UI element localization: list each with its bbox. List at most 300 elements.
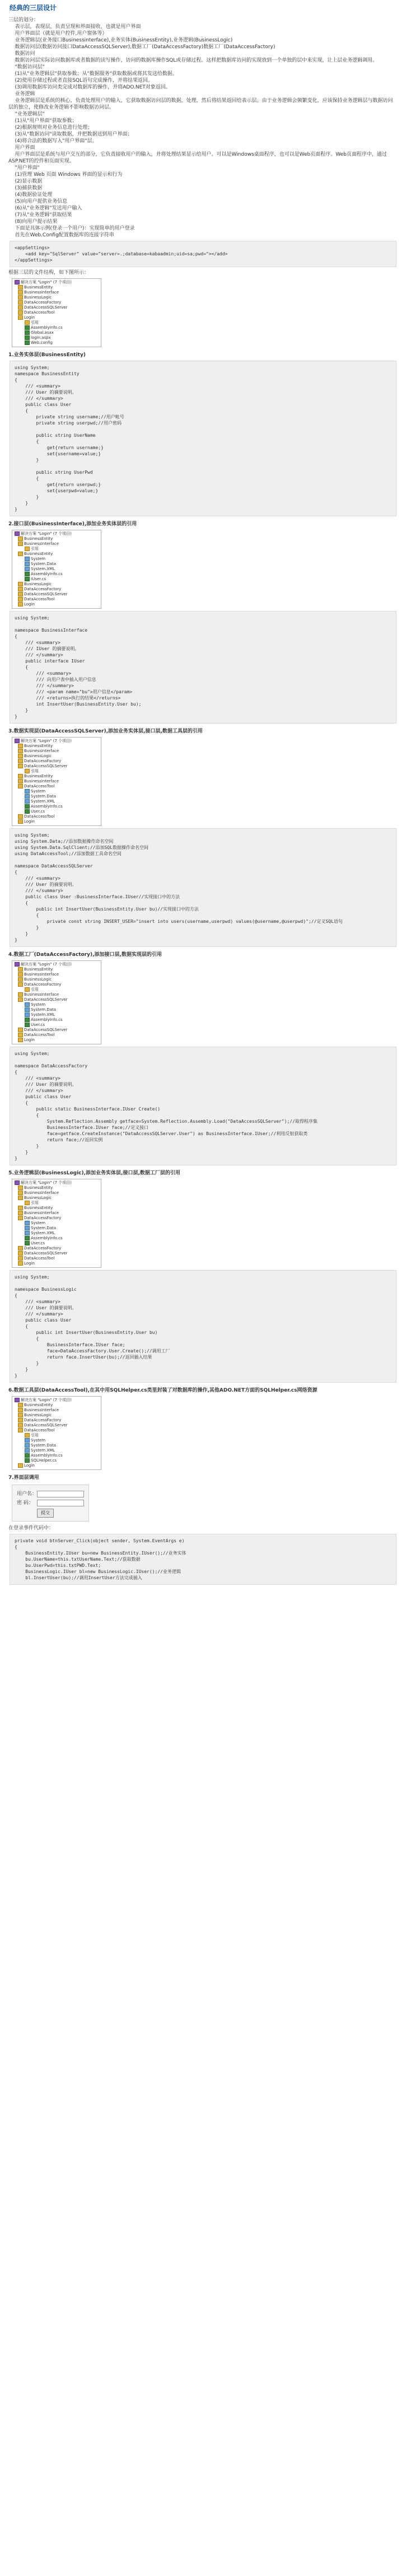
tree-node-icon: [25, 1002, 30, 1007]
tree-node[interactable]: [15, 315, 99, 320]
tree-node-icon: [18, 1211, 23, 1215]
tree-node-label: DataAccessTool: [24, 310, 55, 315]
section-3-heading: 3.数据实现层(DataAccessSQLServer),添加业务实体层,接口层,数据工具层的引用: [8, 729, 203, 734]
tree-node-icon: [18, 1418, 23, 1422]
tree-node[interactable]: [15, 814, 99, 819]
tree-node[interactable]: [15, 794, 99, 799]
tree-node-label: System.Data: [31, 562, 57, 566]
tree-node-icon: [18, 977, 23, 982]
tree-node[interactable]: [15, 759, 99, 764]
tree-node-icon: [25, 1226, 30, 1230]
tree-node-icon: [18, 1028, 23, 1032]
tree-node-icon: [25, 577, 30, 581]
tree-node[interactable]: [15, 1256, 99, 1261]
tree-node[interactable]: [15, 536, 99, 542]
intro-line: 首先在Web.Config配置数据库的连接字符串: [8, 232, 114, 238]
tree-node-icon: [25, 1241, 30, 1245]
intro-line: (6)从"业务逻辑"发送用户输入: [8, 206, 82, 211]
tree-node-label: 引用: [31, 769, 39, 773]
intro-line: 业务逻辑: [8, 91, 35, 97]
login-form-preview: [12, 1485, 89, 1522]
tree-node-label: 解决方案 "Login" (7 个项目): [21, 962, 72, 967]
tree-node-label: User.cs: [31, 809, 45, 814]
tree-node[interactable]: [15, 819, 99, 824]
tree-node[interactable]: [15, 1226, 99, 1231]
tree-node-icon: [15, 739, 20, 743]
section-2-heading: 2.接口层(BusinessInterface),添加业务实体层的引用: [8, 521, 137, 527]
tree-node[interactable]: [15, 1186, 99, 1191]
tree-node[interactable]: [15, 340, 99, 346]
tree-node-label: BusinessEntity: [24, 285, 53, 290]
tree-node-icon: [25, 1023, 30, 1027]
tree-node[interactable]: [15, 1418, 99, 1423]
tree-node-icon: [25, 794, 30, 799]
tree-node-label: DataAccessTool: [24, 597, 55, 601]
tree-node-label: DataAccessTool: [24, 1033, 55, 1037]
code-block-2: using System; namespace BusinessInterface { /// <summary> /// IUser 的摘要说明。 /// </summary> public interface IUser { /// <summary> /// 向用户表中插入用户信息 /// </summary> /// <param name="bu">用户信息</param> /// <returns>执行的结果</returns> int InsertUser(BusinessEntity.User bu); } }: [10, 611, 396, 724]
intro-line: (2)显示数据: [8, 179, 43, 184]
tree-node-icon: [18, 982, 23, 987]
tree-node-label: System.XML: [31, 1012, 55, 1017]
tree-node[interactable]: [15, 1448, 99, 1453]
tree-node[interactable]: [15, 1433, 99, 1438]
tree-node-label: DataAccessTool: [24, 1428, 55, 1432]
tree-node-icon: [25, 1433, 30, 1438]
tree-node-icon: [15, 1398, 20, 1402]
tree-node[interactable]: [15, 769, 99, 774]
code-block-4: using System; namespace DataAccessFactory { /// <summary> /// User 的摘要说明。 /// </summary> public class User { public static BusinessInterface.IUser Create() { System.Reflection.Assembly getface=System.Reflection.Assembly.Load("DataAccessSQLServer");//取得程序集 BusinessInterface.IUser face;//定义接口 face=getface.CreateInstance("DataAccessSQLServer.User") as BusinessInterface.IUser;//利用反射获取类 return face;//返回实例 } } }: [10, 1047, 396, 1165]
tree-node-icon: [25, 1007, 30, 1012]
tree-node[interactable]: [15, 754, 99, 759]
tree-node-icon: [18, 1186, 23, 1190]
section-7-heading: 7.界面层调用: [8, 1475, 39, 1481]
solution-tree-6: [12, 1396, 101, 1470]
intro-line: (7)从"业务逻辑"获取结果: [8, 212, 72, 218]
tree-node-icon: [25, 567, 30, 571]
tree-node-icon: [15, 1180, 20, 1185]
tree-node-icon: [18, 587, 23, 591]
tree-node-label: DataAccessSQLServer: [24, 1251, 68, 1256]
code-block-5: using System; namespace BusinessLogic { /// <summary> /// User 的摘要说明。 /// </summary> public class User { public int InsertUser(BusinessEntity.User bu) { BusinessInterface.IUser face; face=DataAccessFactory.User.Create();//调用工厂 return face.InsertUser(bu);//返回插入结果 } } }: [10, 1270, 396, 1383]
intro-line: 下面是具体示例(登录一个用户)：实现简单的用户登录: [8, 226, 135, 231]
tree-node[interactable]: [15, 809, 99, 814]
tree-node-label: BusinessInterface: [24, 290, 59, 295]
tree-node-label: Web.config: [31, 340, 53, 345]
tree-node[interactable]: [15, 1241, 99, 1246]
tree-node-label: 引用: [31, 1433, 39, 1438]
tree-node[interactable]: [15, 1251, 99, 1256]
tree-node-icon: [18, 1428, 23, 1432]
tree-node[interactable]: [15, 967, 99, 972]
tree-node-icon: [25, 789, 30, 794]
tree-node[interactable]: [15, 1180, 99, 1186]
tree-node[interactable]: [15, 1018, 99, 1023]
tree-node[interactable]: [15, 300, 99, 305]
tree-node-label: BusinessEntity: [24, 744, 53, 748]
intro-line: 数据访问: [8, 51, 35, 57]
tree-node-label: 引用: [31, 1201, 39, 1205]
tree-node-label: AssemblyInfo.cs: [31, 1236, 63, 1240]
tree-node[interactable]: [15, 749, 99, 754]
tree-node[interactable]: [15, 602, 99, 607]
tree-node-icon: [18, 1038, 23, 1042]
username-label: 用户名：: [17, 1491, 38, 1497]
tree-node[interactable]: [15, 592, 99, 597]
tree-node-icon: [18, 315, 23, 320]
tree-node-icon: [25, 547, 30, 551]
tree-node[interactable]: [15, 1413, 99, 1418]
tree-node[interactable]: [15, 1423, 99, 1428]
tree-node-icon: [18, 1191, 23, 1195]
tree-node-label: BusinessEntity: [24, 536, 53, 541]
intro-line: (1)从"业务逻辑层"获取参数；从"数据服务"获取数据或将其发送给数据。: [8, 71, 178, 77]
tree-node[interactable]: [15, 552, 99, 557]
tree-node-icon: [18, 536, 23, 541]
tree-node-label: BusinessEntity: [24, 967, 53, 972]
tree-node[interactable]: [15, 1196, 99, 1201]
tree-node[interactable]: [15, 587, 99, 592]
tree-node[interactable]: [15, 577, 99, 582]
tree-node-label: System.Data: [31, 1007, 57, 1012]
tree-node-icon: [18, 290, 23, 295]
username-input[interactable]: [37, 1491, 84, 1497]
tree-node[interactable]: [15, 335, 99, 340]
solution-tree-3: [12, 737, 101, 826]
tree-node[interactable]: [15, 1033, 99, 1038]
tree-node[interactable]: [15, 1458, 99, 1463]
tree-node-label: 解决方案 "Login" (7 个项目): [21, 280, 72, 284]
tree-node[interactable]: [15, 1398, 99, 1403]
intro-line: 数据访问层(数据访问接口DataAccessSQLServer),数据工厂(DataAccessFactory)数据工厂(DataAccessFactory): [8, 44, 276, 50]
tree-node[interactable]: [15, 1261, 99, 1266]
tree-node-icon: [25, 572, 30, 576]
tree-node-label: DataAccessSQLServer: [24, 1423, 68, 1427]
tree-node-label: DataAccessSQLServer: [24, 592, 68, 596]
tree-node-icon: [25, 1236, 30, 1240]
section-6-heading: 6.数据工具层(DataAccessTool),在其中用SQLHelper.cs类里封装了对数据库的操作,其他ADO.NET方面的SQLHelper.cs网络资源: [8, 1388, 318, 1393]
tree-node[interactable]: [15, 1038, 99, 1043]
tree-node-label: System.XML: [31, 1231, 55, 1235]
tree-node-icon: [25, 1448, 30, 1453]
tree-node[interactable]: [15, 1408, 99, 1413]
tree-node-label: BusinessInterface: [24, 779, 59, 783]
tree-node-icon: [18, 997, 23, 1002]
intro-line: 用户界面层是系统与用户交互的部分，它负责接收用户的输入，并将处理结果显示给用户。可以是Windows桌面程序，也可以是Web页面程序。Web页面程序中，通过ASP.NET的控件和页面实现。: [8, 152, 387, 164]
page: [4, 0, 402, 1585]
solution-tree-2: [12, 530, 101, 609]
intro-line: (3)捕获数据: [8, 185, 43, 191]
tree-node-label: BusinessInterface: [24, 972, 59, 977]
tree-node[interactable]: [15, 982, 99, 987]
tree-node-label: BusinessEntity: [24, 552, 53, 556]
tree-node-label: System.Data: [31, 1226, 57, 1230]
section-5-heading: 5.业务逻辑层(BusinessLogic),添加业务实体层,接口层,数据工厂层的引用: [8, 1170, 180, 1176]
tree-node[interactable]: [15, 1216, 99, 1221]
intro-line: 表示层，表现层，负责呈现和界面接收，也就是用户界面: [8, 24, 141, 30]
tree-node[interactable]: [15, 987, 99, 992]
intro-line: "业务逻辑层": [8, 111, 45, 117]
tree-node-icon: [18, 749, 23, 753]
tree-node[interactable]: [15, 330, 99, 335]
solution-caption: 根据三层的文件结构，如下图所示：: [8, 270, 90, 276]
article-title[interactable]: 经典的三层设计: [10, 4, 57, 12]
login-caption: 在登录事件代码中：: [8, 1525, 54, 1531]
tree-node-label: AssemblyInfo.cs: [31, 572, 63, 576]
tree-node[interactable]: [15, 744, 99, 749]
tree-node-icon: [25, 809, 30, 814]
tree-node[interactable]: [15, 1201, 99, 1206]
tree-node-icon: [18, 754, 23, 758]
intro-line: (5)向用户提供业务信息: [8, 199, 68, 204]
tree-node-icon: [18, 784, 23, 788]
tree-node-label: System.XML: [31, 1448, 55, 1453]
tree-node-label: Login: [24, 1038, 35, 1042]
tree-node[interactable]: [15, 290, 99, 295]
tree-node-label: System: [31, 1438, 46, 1443]
tree-node-label: BusinessLogic: [24, 582, 52, 586]
tree-node-label: BusinessEntity: [24, 1206, 53, 1210]
tree-node-label: System.XML: [31, 567, 55, 571]
intro-line: 用户界面层（就是用户控件,用户窗体等）: [8, 31, 108, 36]
tree-node-icon: [25, 1221, 30, 1225]
tree-node-label: DataAccessFactory: [24, 982, 62, 987]
tree-node-label: DataAccessTool: [24, 1256, 55, 1261]
intro-line: (1)从"用户界面"获取参数；: [8, 118, 77, 124]
tree-node-icon: [18, 305, 23, 310]
tree-node[interactable]: [15, 280, 99, 285]
tree-node-icon: [18, 310, 23, 315]
tree-node-icon: [18, 1423, 23, 1427]
tree-node[interactable]: [15, 320, 99, 325]
tree-node[interactable]: [15, 774, 99, 779]
tree-node[interactable]: [15, 1007, 99, 1012]
section-4-heading: 4.数据工厂(DataAccessFactory),添加接口层,数据实现层的引用: [8, 952, 162, 958]
tree-node[interactable]: [15, 547, 99, 552]
tree-node[interactable]: [15, 1012, 99, 1018]
tree-node-icon: [18, 582, 23, 586]
tree-node[interactable]: [15, 325, 99, 330]
tree-node[interactable]: [15, 799, 99, 804]
tree-node-icon: [18, 759, 23, 763]
tree-node-icon: [18, 1216, 23, 1220]
code-block-3: using System; using System.Data;//添加数据操作命名空间 using System.Data.SqlClient;//添加SQL数据操作命名空间 using DataAccessTool;//添加数据工具命名空间 namespace DataAccessSQLServer { /// <summary> /// User 的摘要说明。 /// </summary> public class User :BusinessInterface.IUser//实现接口中的方法 { public int InsertUser(BusinessEntity.User bu)//实现接口中的方法 { private const string INSERT_USER="insert into users(username,userpwd) values(@username,@userpwd)";//定义SQL语句 } } }: [10, 828, 396, 947]
tree-node-icon: [18, 1463, 23, 1468]
intro-line: (1)管理 Web 页面 Windows 界面的显示和行为: [8, 172, 123, 178]
tree-node-icon: [18, 285, 23, 290]
tree-node-icon: [18, 1408, 23, 1412]
tree-node-icon: [15, 962, 20, 967]
tree-node-label: 解决方案 "Login" (7 个项目): [21, 739, 72, 743]
tree-node[interactable]: [15, 1236, 99, 1241]
tree-node-icon: [25, 1012, 30, 1017]
tree-node-icon: [25, 320, 30, 325]
tree-node[interactable]: [15, 597, 99, 602]
tree-node-label: DataAccessFactory: [24, 759, 62, 763]
tree-node-label: System.XML: [31, 799, 55, 804]
tree-node-icon: [18, 744, 23, 748]
tree-node-label: DataAccessFactory: [24, 1246, 62, 1250]
intro-line: (3)从"数据访问"读取数据，并把数据送到用户界面；: [8, 132, 133, 137]
tree-node[interactable]: [15, 1028, 99, 1033]
tree-node[interactable]: [15, 562, 99, 567]
intro-line: 三层的划分：: [8, 17, 39, 23]
tree-node-label: DataAccessFactory: [24, 300, 62, 305]
tree-node-label: 引用: [31, 547, 39, 551]
intro-line: "数据访问层": [8, 64, 45, 70]
tree-node[interactable]: [15, 310, 99, 315]
tree-node-icon: [18, 814, 23, 819]
tree-node-icon: [15, 531, 20, 536]
tree-node-icon: [18, 1206, 23, 1210]
tree-node-label: BusinessEntity: [24, 1186, 53, 1190]
tree-node-icon: [18, 542, 23, 546]
tree-node-icon: [18, 300, 23, 305]
tree-node-label: User.cs: [31, 1241, 45, 1245]
tree-node-label: DataAccessSQLServer: [24, 764, 68, 768]
tree-node-label: AssemblyInfo.cs: [31, 325, 63, 330]
tree-node-label: Login: [24, 315, 35, 320]
tree-node[interactable]: [15, 997, 99, 1002]
tree-node-icon: [18, 1246, 23, 1250]
tree-node-icon: [18, 972, 23, 977]
password-input[interactable]: [37, 1500, 84, 1506]
tree-node-icon: [18, 295, 23, 300]
tree-node-label: DataAccessFactory: [24, 1216, 62, 1220]
tree-node[interactable]: [15, 972, 99, 977]
tree-node-label: 引用: [31, 987, 39, 992]
tree-node[interactable]: [15, 542, 99, 547]
tree-node[interactable]: [15, 531, 99, 536]
intro-line: 业务逻辑层是系统的核心，负责处理用户的输入，它获取数据访问层的数据，处理，然后将结果返回给表示层。由于业务逻辑会频繁变化，应该保持业务逻辑层与数据访问层的独立，使修改业务逻辑不影响数据访问层。: [8, 98, 393, 110]
tree-node-label: AssemblyInfo.cs: [31, 1018, 63, 1022]
tree-node-icon: [18, 552, 23, 556]
tree-node-label: 解决方案 "Login" (7 个项目): [21, 531, 72, 536]
tree-node-icon: [18, 819, 23, 824]
tree-node[interactable]: [15, 567, 99, 572]
tree-node-label: BusinessLogic: [24, 977, 52, 982]
tree-node-label: IUser.cs: [31, 577, 46, 581]
tree-node-label: AssemblyInfo.cs: [31, 1453, 63, 1458]
tree-node[interactable]: [15, 779, 99, 784]
solution-tree-4: [12, 960, 101, 1044]
tree-node[interactable]: [15, 804, 99, 809]
intro: [4, 17, 402, 239]
tree-node-icon: [18, 774, 23, 778]
tree-node[interactable]: [15, 1002, 99, 1007]
tree-node[interactable]: [15, 1246, 99, 1251]
tree-node[interactable]: [15, 1023, 99, 1028]
tree-node-label: DataAccessTool: [24, 814, 55, 819]
tree-node-label: DataAccessSQLServer: [24, 305, 68, 310]
password-row: [17, 1500, 84, 1506]
tree-node[interactable]: [15, 1438, 99, 1443]
tree-node-label: DataAccessTool: [24, 784, 55, 788]
tree-node-icon: [25, 799, 30, 804]
tree-node[interactable]: [15, 789, 99, 794]
tree-node-label: BusinessInterface: [24, 1211, 59, 1215]
tree-node-label: Login: [24, 819, 35, 824]
tree-node-icon: [25, 562, 30, 566]
tree-node-icon: [18, 779, 23, 783]
tree-node-icon: [25, 769, 30, 773]
tree-node-icon: [18, 597, 23, 601]
tree-node[interactable]: [15, 1191, 99, 1196]
tree-node-label: BusinessLogic: [24, 295, 52, 300]
tree-node-label: BusinessEntity: [24, 774, 53, 778]
tree-node-label: BusinessInterface: [24, 1408, 59, 1412]
intro-line: (2)根据规则对业务信息进行处理；: [8, 125, 93, 130]
tree-node-label: System.Data: [31, 794, 57, 799]
tree-node[interactable]: [15, 1453, 99, 1458]
tree-node-label: BusinessInterface: [24, 542, 59, 546]
password-label: 密 码：: [17, 1500, 34, 1506]
tree-node-label: Login: [24, 1261, 35, 1266]
tree-node-icon: [25, 804, 30, 809]
tree-node[interactable]: [15, 1206, 99, 1211]
tree-node-label: AssemblyInfo.cs: [31, 804, 63, 809]
tree-node[interactable]: [15, 295, 99, 300]
tree-node-label: BusinessInterface: [24, 749, 59, 753]
tree-node-label: SQLHelper.cs: [31, 1458, 57, 1463]
tree-node-icon: [18, 1256, 23, 1261]
intro-line: (8)向用户提示结果: [8, 219, 58, 225]
tree-node[interactable]: [15, 582, 99, 587]
intro-line: (3)调用数据库访问类完成对数据库的操作，并将ADO.NET对象返回。: [8, 85, 171, 90]
tree-node[interactable]: [15, 1428, 99, 1433]
tree-node-icon: [25, 335, 30, 340]
tree-node-label: BusinessEntity: [24, 1403, 53, 1407]
tree-node-label: System.Data: [31, 1443, 57, 1448]
tree-node-icon: [18, 1413, 23, 1417]
tree-node-label: 解决方案 "Login" (7 个项目): [21, 1180, 72, 1185]
solution-tree-5: [12, 1179, 101, 1268]
username-row: [17, 1491, 84, 1497]
solution-tree-1: [12, 278, 101, 347]
tree-node[interactable]: [15, 739, 99, 744]
tree-node-icon: [25, 1018, 30, 1022]
intro-line: (4)数据验证处理: [8, 192, 53, 198]
tree-node[interactable]: [15, 572, 99, 577]
tree-node[interactable]: [15, 764, 99, 769]
tree-node[interactable]: [15, 1463, 99, 1468]
tree-node[interactable]: [15, 1403, 99, 1408]
tree-node-label: login.aspx: [31, 335, 51, 340]
tree-node[interactable]: [15, 977, 99, 982]
tree-node-label: User.cs: [31, 1023, 45, 1027]
intro-line: (4)将合法的数据写入"用户界面"层。: [8, 138, 97, 144]
tree-node[interactable]: [15, 285, 99, 290]
tree-node-label: BusinessLogic: [24, 1413, 52, 1417]
tree-node[interactable]: [15, 557, 99, 562]
tree-node[interactable]: [15, 784, 99, 789]
intro-line: 业务逻辑层(业务接口Businessinterface),业务实体(BusinessEntity),业务逻辑(BusinessLogic): [8, 38, 233, 43]
tree-node-icon: [25, 325, 30, 330]
code-block-7: private void btnServer_Click(object sender, System.EventArgs e) { BusinessEntity.IUser bu=new BusinessEntity.IUser();//业务实体 bu.UserName=this.txtUserName.Text;//获取数据 bu.UserPwd=this.txtPWD.Text; BusinessLogic.IUser bl=new BusinessLogic.IUser();//业务逻辑 bl.InsertUser(bu);//调用InsertUser方法完成插入: [10, 1534, 396, 1585]
tree-node-label: System: [31, 1221, 46, 1225]
submit-button[interactable]: 提交: [37, 1509, 54, 1518]
tree-node[interactable]: [15, 305, 99, 310]
tree-node[interactable]: [15, 1221, 99, 1226]
tree-node[interactable]: [15, 1443, 99, 1448]
code-block-1: using System; namespace BusinessEntity { /// <summary> /// User 的摘要说明。 /// </summary> public class User { private string username;//用户帐号 private string userpwd;//用户密码 public string UserName { get{return username;} set{username=value;} } public string UserPwd { get{return userpwd;} set{userpwd=value;} } } }: [10, 361, 396, 516]
tree-node[interactable]: [15, 962, 99, 967]
tree-node[interactable]: [15, 1211, 99, 1216]
tree-node-icon: [25, 1231, 30, 1235]
tree-node[interactable]: [15, 992, 99, 997]
tree-node-label: Login: [24, 602, 35, 606]
tree-node[interactable]: [15, 1231, 99, 1236]
tree-node-label: 引用: [31, 320, 39, 325]
